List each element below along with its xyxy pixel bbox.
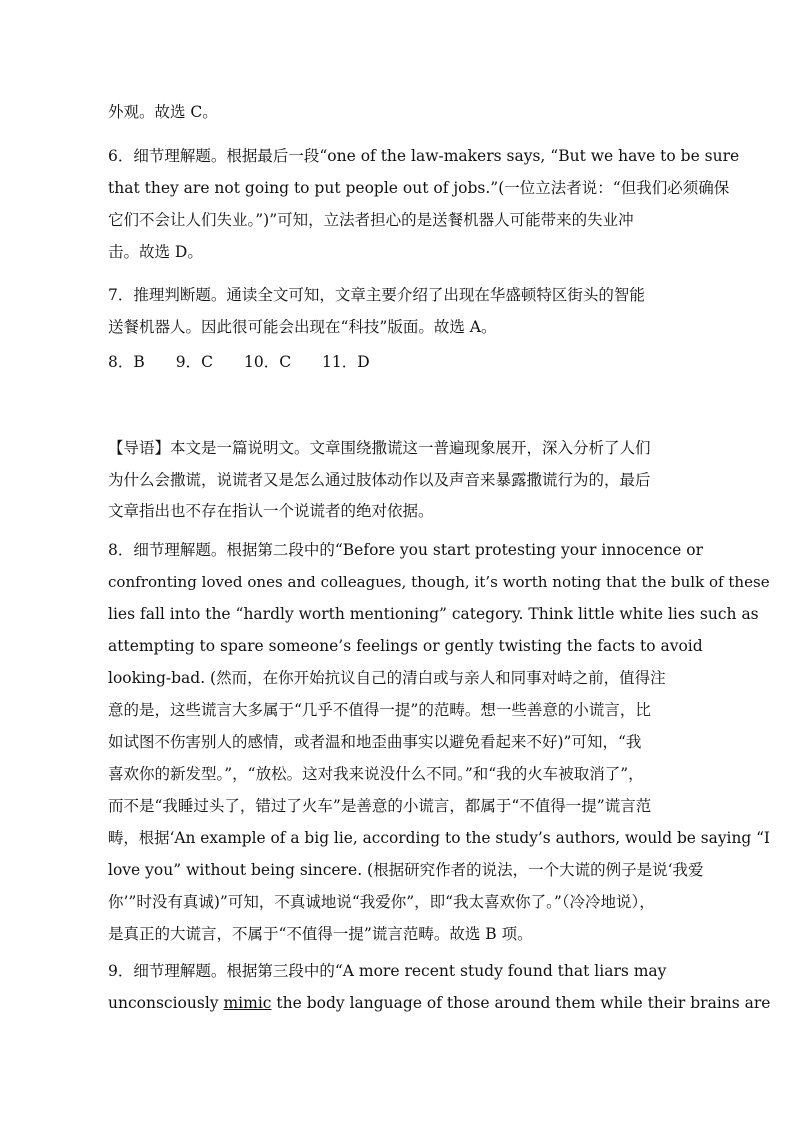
text-line: 击。故选 D。 [108,243,203,261]
text-line: 它们不会让人们失业。”)”可知，立法者担心的是送餐机器人可能带来的失业冲 [108,211,634,229]
text-segment: unconsciously [108,994,224,1012]
text-line: 意的是，这些谎言大多属于“几乎不值得一提”的范畴。想一些善意的小谎言，比 [108,701,651,719]
text-line [108,993,770,1013]
text-line: love you” without being sincere. (根据研究作者的说法，一个大谎的例子是说‘我爱 [108,861,704,879]
text-line: lies fall into the “hardly worth mentioning” category. Think little white lies such as [108,605,759,623]
text-line: 为什么会撒谎，说谎者又是怎么通过肢体动作以及声音来暴露撒谎行为的，最后 [108,471,651,489]
text-line: that they are not going to put people out of jobs.”(一位立法者说：“但我们必须确保 [108,179,730,197]
text-line: 7．推理判断题。通读全文可知，文章主要介绍了出现在华盛顿特区街头的智能 [108,286,645,304]
text-line: 如试图不伤害别人的感情，或者温和地歪曲事实以避免看起来不好)”可知，“我 [108,733,642,751]
text-line: 外观。故选 C。 [108,103,218,121]
text-line: attempting to spare someone’s feelings or gently twisting the facts to avoid [108,637,703,655]
text-segment: the body language of those around them while their brains are [271,994,771,1012]
text-line: looking-bad. (然而，在你开始抗议自己的清白或与亲人和同事对峙之前，值得注 [108,669,666,687]
text-line: 9．细节理解题。根据第三段中的“A more recent study found that liars may [108,962,667,980]
text-line: 【导语】本文是一篇说明文。文章围绕撒谎这一普遍现象展开，深入分析了人们 [108,439,651,457]
text-line: 是真正的大谎言，不属于“不值得一提”谎言范畴。故选 B 项。 [108,925,533,943]
text-line: confronting loved ones and colleagues, though, it’s worth noting that the bulk of these [108,573,770,591]
text-line: 你’”时没有真诚)”可知，不真诚地说“我爱你”，即“我太喜欢你了。”（冷冷地说）， [108,893,655,911]
text-line: 文章指出也不存在指认一个说谎者的绝对依据。 [108,502,434,520]
answer-line: 8．B 9．C 10．C 11．D [108,353,370,371]
underlined-word: mimic [223,994,272,1012]
text-line: 畴，根据‘An example of a big lie, according to the study’s authors, would be saying “I [108,829,771,847]
text-line: 而不是“我睡过头了，错过了火车”是善意的小谎言，都属于“不值得一提”谎言范 [108,797,652,815]
text-line: 8．细节理解题。根据第二段中的“Before you start protesting your innocence or [108,541,703,559]
text-line: 喜欢你的新发型。”，“放松。这对我来说没什么不同。”和“我的火车被取消了”， [108,765,644,783]
text-line: 送餐机器人。因此很可能会出现在“科技”版面。故选 A。 [108,318,497,336]
text-line: 6．细节理解题。根据最后一段“one of the law-makers says, “But we have to be sure [108,147,740,165]
